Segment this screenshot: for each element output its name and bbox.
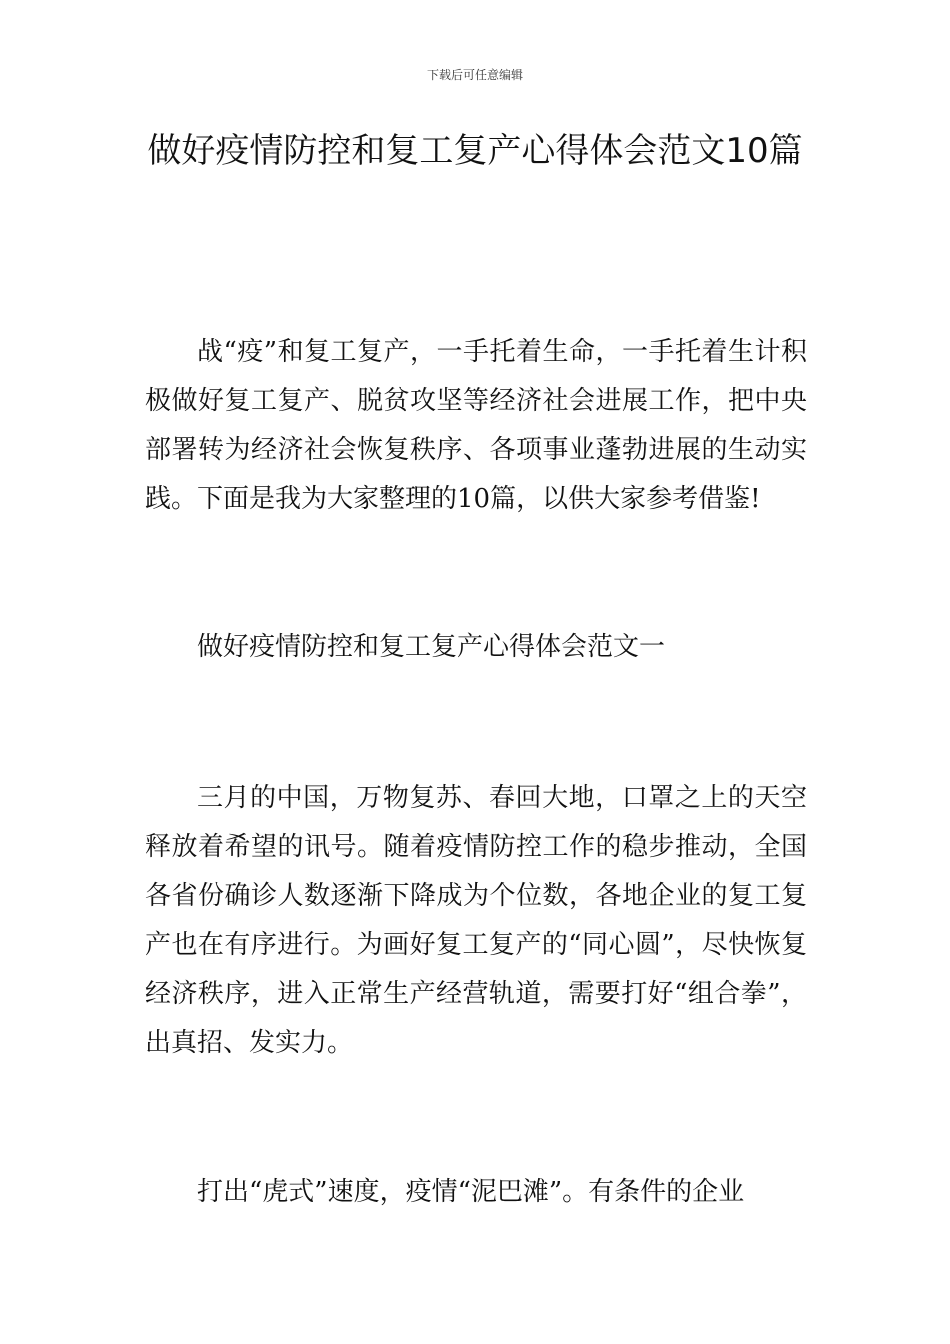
intro-paragraph: 战“疫”和复工复产，一手托着生命，一手托着生计积极做好复工复产、脱贫攻坚等经济社会进展工作，把中央部署转为经济社会恢复秩序、各项事业蓬勃进展的生动实践。下面是我为大家整理的10篇，以供大家参考借鉴! [145,337,807,514]
section-heading: 做好疫情防控和复工复产心得体会范文一 [197,632,666,662]
document-title: 做好疫情防控和复工复产心得体会范文10篇 [147,131,803,171]
body-paragraph: 三月的中国，万物复苏、春回大地，口罩之上的天空释放着希望的讯号。随着疫情防控工作的稳步推动，全国各省份确诊人数逐渐下降成为个位数，各地企业的复工复产也在有序进行。为画好复工复产的“同心圆”，尽快恢复经济秩序，进入正常生产经营轨道，需要打好“组合拳”，出真招、发实力。 [145,783,807,1058]
body-paragraph-partial: 打出“虎式”速度，疫情“泥巴滩”。有条件的企业 [197,1177,745,1207]
header-note: 下载后可任意编辑 [426,68,523,82]
